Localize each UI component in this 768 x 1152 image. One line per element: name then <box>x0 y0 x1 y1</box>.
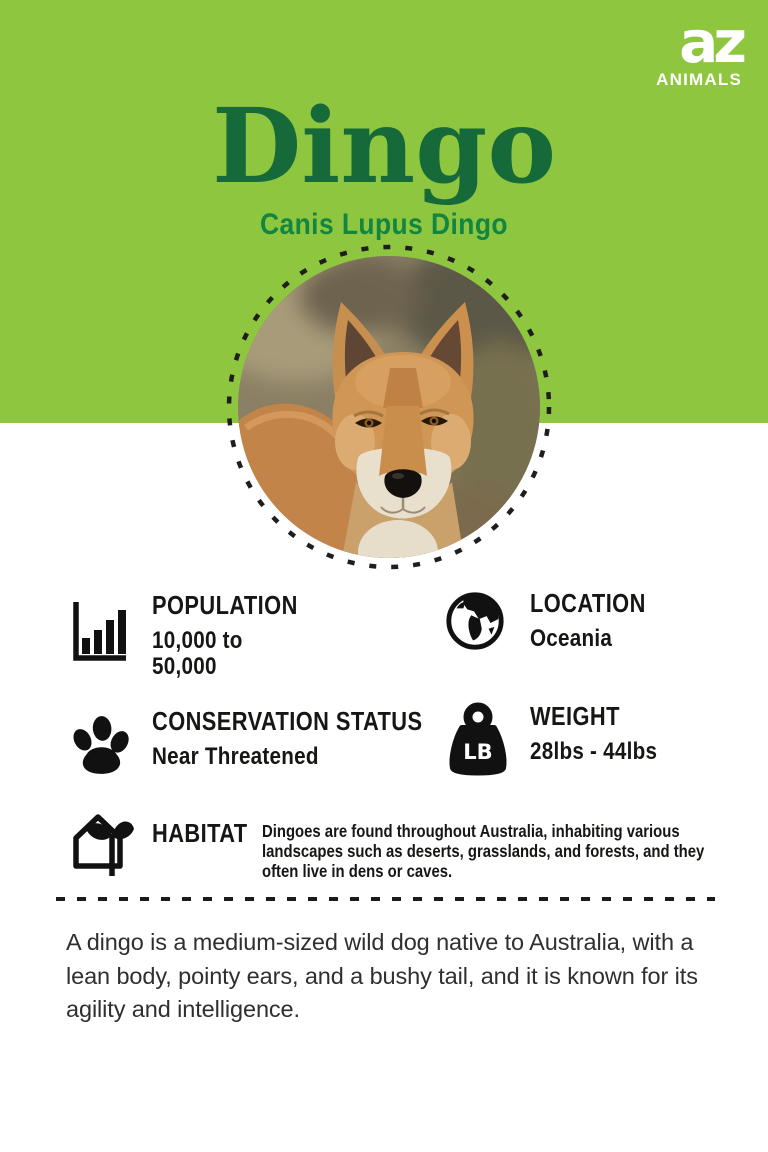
logo-az-text: az <box>679 8 742 76</box>
conservation-status-label: CONSERVATION STATUS <box>152 706 423 736</box>
population-value: 10,000 to 50,000 <box>152 627 243 680</box>
location-value: Oceania <box>530 625 613 652</box>
weight-icon <box>446 702 510 780</box>
scientific-name: Canis Lupus Dingo <box>259 208 508 241</box>
habitat-house-icon <box>62 804 138 880</box>
conservation-status-value: Near Threatened <box>152 743 319 770</box>
az-animals-logo <box>656 8 742 90</box>
location-label: LOCATION <box>530 588 646 618</box>
page-title: Dingo <box>211 86 557 207</box>
lb-icon-text: LB <box>463 740 493 764</box>
animal-description: A dingo is a medium-sized wild dog native to Australia, with a lean body, pointy ears, and a bushy tail, and it is known for its agility and intelligence. <box>66 929 698 1022</box>
dingo-photo <box>238 256 540 558</box>
paw-icon <box>66 712 132 780</box>
habitat-stat <box>152 820 266 846</box>
weight-value: 28lbs - 44lbs <box>530 738 658 765</box>
population-label: POPULATION <box>152 590 298 620</box>
habitat-value: Dingoes are found throughout Australia, inhabiting various landscapes such as deserts, grasslands, and forests, and they often live in dens or caves. <box>262 821 705 881</box>
weight-stat <box>530 703 678 765</box>
conservation-status-stat <box>152 708 474 770</box>
bar-chart-icon <box>66 596 130 668</box>
globe-icon <box>444 590 506 652</box>
weight-label: WEIGHT <box>530 701 620 731</box>
dashed-separator <box>56 897 715 901</box>
habitat-label: HABITAT <box>152 818 248 848</box>
location-stat <box>530 590 668 652</box>
logo-animals-text: ANIMALS <box>656 70 742 89</box>
population-stat <box>152 592 326 680</box>
